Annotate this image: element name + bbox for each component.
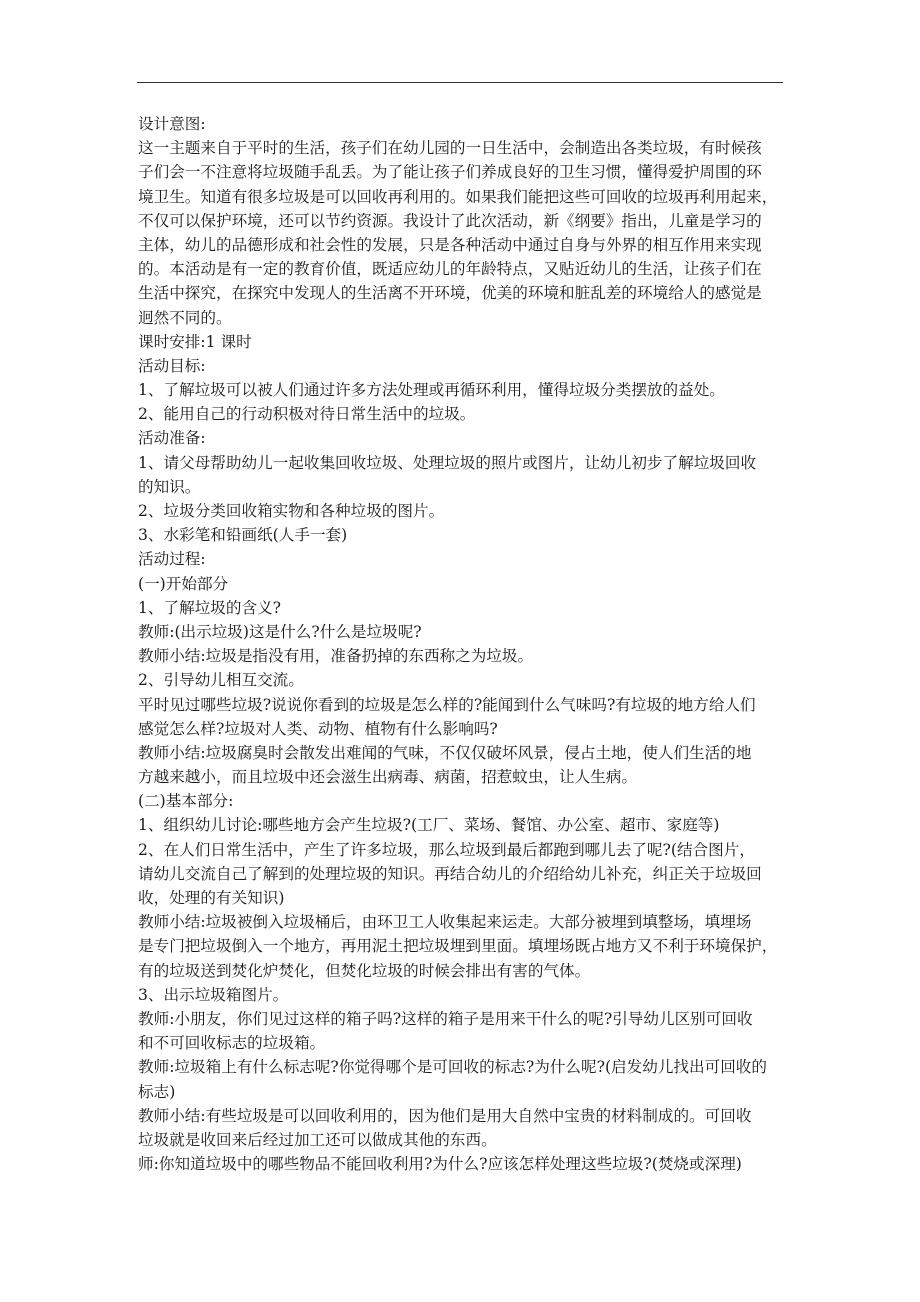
text-line: 收，处理的有关知识) [138,889,285,907]
text-line: 教师小结:垃圾是指没有用，准备扔掉的东西称之为垃圾。 [138,647,534,666]
text-line: 活动目标: [138,356,206,375]
text-line: 方越来越小，而且垃圾中还会滋生出病毒、病菌，招惹蚊虫，让人生病。 [138,768,638,787]
text-line: 子们会一不注意将垃圾随手乱丢。为了能让孩子们养成良好的卫生习惯，懂得爱护周围的环 [138,163,762,182]
text-line: (一)开始部分 [138,574,229,593]
text-line: 1、了解垃圾可以被人们通过许多方法处理或再循环利用，懂得垃圾分类摆放的益处。 [138,381,725,400]
text-line: 生活中探究，在探究中发现人的生活离不开环境，优美的环境和脏乱差的环境给人的感觉是 [138,284,762,303]
text-line: 师:你知道垃圾中的哪些物品不能回收利用?为什么?应该怎样处理这些垃圾?(焚烧或深理) [138,1155,742,1174]
text-line: 2、垃圾分类回收箱实物和各种垃圾的图片。 [138,502,445,520]
text-line: 教师小结:垃圾腐臭时会散发出难闻的气味，不仅仅破坏风景，侵占土地，使人们生活的地 [138,743,752,762]
text-line: 1、了解垃圾的含义? [138,598,282,617]
text-line: 设计意图: [138,115,206,133]
text-line: 有的垃圾送到焚化炉焚化，但焚化垃圾的时候会排出有害的气体。 [138,961,591,980]
text-line: 这一主题来自于平时的生活，孩子们在幼儿园的一日生活中，会制造出各类垃圾，有时候孩 [138,139,762,158]
text-line: 1、组织幼儿讨论:哪些地方会产生垃圾?(工厂、菜场、餐馆、办公室、超市、家庭等) [138,816,720,835]
text-line: 教师:(出示垃圾)这是什么?什么是垃圾呢? [138,622,422,641]
text-line: 1、请父母帮助幼儿一起收集回收垃圾、处理垃圾的照片或图片，让幼儿初步了解垃圾回收 [138,453,757,472]
text-line: 标志) [138,1082,176,1101]
text-line: 教师小结:垃圾被倒入垃圾桶后，由环卫工人收集起来运走。大部分被埋到填整场，填埋场 [138,913,752,932]
text-line: 的。本活动是有一定的教育价值，既适应幼儿的年龄特点，又贴近幼儿的生活，让孩子们在 [138,260,762,279]
text-line: 活动准备: [138,429,206,448]
header-rule [137,82,783,83]
text-line: 迥然不同的。 [138,308,232,327]
text-line: 和不可回收标志的垃圾箱。 [138,1034,326,1053]
text-line: 教师:小朋友，你们见过这样的箱子吗?这样的箱子是用来干什么的呢?引导幼儿区别可回收 [138,1009,753,1028]
text-line: 垃圾就是收回来后经过加工还可以做成其他的东西。 [138,1130,497,1149]
document-body [138,112,786,1176]
text-line: 3、出示垃圾箱图片。 [138,985,289,1004]
text-line: 2、能用自己的行动积极对待日常生活中的垃圾。 [138,405,476,424]
text-line: 不仅可以保护环境，还可以节约资源。我设计了此次活动，新《纲要》指出，儿童是学习的 [138,211,762,230]
text-line: 教师:垃圾箱上有什么标志呢?你觉得哪个是可回收的标志?为什么呢?(启发幼儿找出可回收的 [138,1058,767,1077]
text-line: 教师小结:有些垃圾是可以回收利用的，因为他们是用大自然中宝贵的材料制成的。可回收 [138,1106,752,1125]
text-line: 境卫生。知道有很多垃圾是可以回收再利用的。如果我们能把这些可回收的垃圾再利用起来， [138,187,778,206]
text-line: 是专门把垃圾倒入一个地方，再用泥土把垃圾埋到里面。填埋场既占地方又不利于环境保护， [138,937,778,956]
text-line: 课时安排:1 课时 [138,332,252,351]
text-line: 主体，幼儿的品德形成和社会性的发展，只是各种活动中通过自身与外界的相互作用来实现 [138,235,762,254]
text-line: (二)基本部分: [138,792,234,811]
text-line: 感觉怎么样?垃圾对人类、动物、植物有什么影响吗? [138,719,498,738]
text-line: 活动过程: [138,550,206,569]
text-line: 的知识。 [138,477,201,496]
text-line: 平时见过哪些垃圾?说说你看到的垃圾是怎么样的?能闻到什么气味吗?有垃圾的地方给人们 [138,695,756,714]
text-line: 2、引导幼儿相互交流。 [138,671,304,690]
text-line: 3、水彩笔和铅画纸(人手一套) [138,526,348,545]
text-line: 2、在人们日常生活中，产生了许多垃圾，那么垃圾到最后都跑到哪儿去了呢?(结合图片， [138,840,755,859]
text-line: 请幼儿交流自己了解到的处理垃圾的知识。再结合幼儿的介绍给幼儿补充，纠正关于垃圾回 [138,864,762,883]
